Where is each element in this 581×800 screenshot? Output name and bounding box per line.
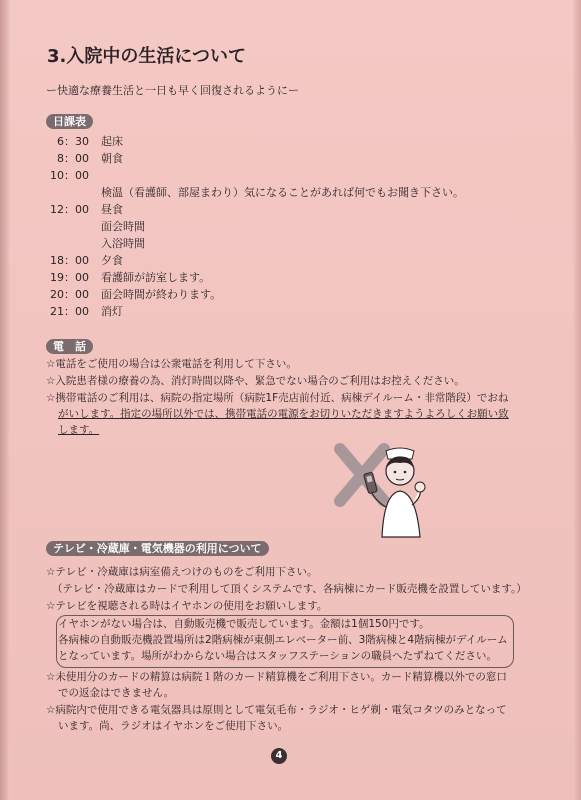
schedule-event: 朝食 <box>101 152 123 165</box>
schedule-event: 消灯 <box>101 305 123 318</box>
schedule-row <box>49 286 464 303</box>
schedule-event: 夕食 <box>101 254 123 267</box>
page-title: 3.入院中の生活について <box>47 46 247 67</box>
page-subtitle: ー快適な療養生活と一日も早く回復されるようにー <box>46 84 299 97</box>
schedule-row <box>49 133 464 150</box>
schedule-time: 18：00 <box>50 254 89 267</box>
prohibition-x-icon <box>340 449 384 501</box>
page-right-shadow <box>573 0 581 800</box>
schedule-row <box>49 269 464 286</box>
schedule-time: 21：00 <box>50 305 89 318</box>
schedule-row <box>49 218 464 235</box>
schedule-event: 昼食 <box>101 203 123 216</box>
schedule-row <box>49 184 464 201</box>
tv-heading: テレビ・冷蔵庫・電気機器の利用について <box>46 541 269 556</box>
tv-after-line-4: います。尚、ラジオはイヤホンをご使用下さい。 <box>58 720 289 732</box>
schedule-time <box>49 235 89 252</box>
schedule-time: 10：00 <box>50 169 89 182</box>
tv-line-1: ☆テレビ・冷蔵庫は病室備えつけのものをご利用下さい。 <box>46 566 318 578</box>
tv-after-line-3: ☆病院内で使用できる電気器具は原則として電気毛布・ラジオ・ヒゲ剃・電気コタツのみとなって <box>46 704 507 716</box>
mobile-phone-icon <box>364 472 378 494</box>
schedule-table <box>49 133 464 320</box>
phone-line-1: ☆電話をご使用の場合は公衆電話を利用して下さい。 <box>46 358 297 370</box>
schedule-time: 19：00 <box>50 271 89 284</box>
tv-after-line-2: での返金はできません。 <box>58 687 175 699</box>
schedule-row <box>49 201 464 218</box>
phone-heading: 電 話 <box>46 339 93 354</box>
schedule-event: 入浴時間 <box>101 237 145 250</box>
earphone-line-3: となっています。場所がわからない場合はスタッフステーションの職員へたずねてください。 <box>58 650 497 662</box>
phone-line-3: ☆携帯電話のご利用は、病院の指定場所（病院1F売店前付近、病棟デイルーム・非常階段）でおね <box>46 392 509 404</box>
schedule-row <box>49 235 464 252</box>
schedule-row <box>49 303 464 320</box>
schedule-time: 6：30 <box>57 135 89 148</box>
schedule-row <box>49 252 464 269</box>
schedule-event: 看護師が訪室します。 <box>101 271 211 284</box>
earphone-line-1: イヤホンがない場合は、自動販売機で販売しています。金額は1個150円です。 <box>58 618 430 630</box>
phone-line-4: がいします。指定の場所以外では、携帯電話の電源をお切りいただきますようよろしくお願い致 <box>58 408 509 420</box>
earphone-line-2: 各病棟の自動販売機設置場所は2階病棟が東側エレベーター前、3階病棟と4階病棟がデイルーム <box>58 634 508 646</box>
schedule-time: 20：00 <box>50 288 89 301</box>
tv-line-3: ☆テレビを視聴される時はイヤホンの使用をお願いします。 <box>46 600 328 612</box>
phone-line-2: ☆入院患者様の療養の為、消灯時間以降や、緊急でない場合のご利用はお控えください。 <box>46 375 465 387</box>
schedule-time <box>49 184 89 201</box>
schedule-time: 8：00 <box>57 152 89 165</box>
page-left-shadow <box>0 0 10 800</box>
nurse-no-phone-illustration <box>334 441 430 539</box>
phone-line-5: します。 <box>58 424 100 436</box>
page-number: 4 <box>271 748 287 764</box>
schedule-event: 面会時間が終わります。 <box>101 288 222 301</box>
schedule-time <box>49 218 89 235</box>
schedule-heading: 日課表 <box>46 114 93 129</box>
schedule-time: 12：00 <box>50 203 89 216</box>
schedule-row <box>49 150 464 167</box>
tv-line-2: （テレビ・冷蔵庫はカードで利用して頂くシステムです、各病棟にカード販売機を設置しています。） <box>52 583 527 595</box>
schedule-event: 面会時間 <box>101 220 145 233</box>
schedule-event: 検温（看護師、部屋まわり）気になることがあれば何でもお聞き下さい。 <box>101 186 464 199</box>
schedule-event: 起床 <box>101 135 123 148</box>
schedule-row <box>49 167 464 184</box>
tv-after-line-1: ☆未使用分のカードの精算は病院１階のカード精算機をご利用下さい。カード精算機以外での窓口 <box>46 671 507 683</box>
